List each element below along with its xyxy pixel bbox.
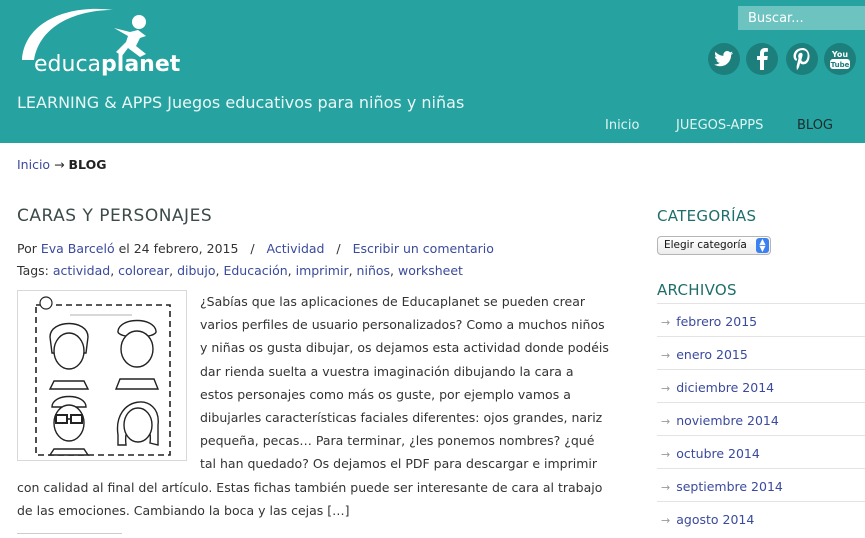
archive-item[interactable] [661,479,783,494]
archive-link[interactable]: enero 2015 [676,347,748,362]
archive-divider [657,369,865,370]
coloring-sheet-image [22,295,182,456]
archive-link[interactable]: septiembre 2014 [676,479,783,494]
tag-link[interactable]: niños [356,263,391,278]
archive-link[interactable]: octubre 2014 [676,446,760,461]
excerpt-line: ¿Sabías que las aplicaciones de Educaplanet se pueden crear [200,294,585,309]
tag-link[interactable]: colorear [118,263,170,278]
site-header [0,0,865,143]
nav-juegos-apps[interactable]: JUEGOS-APPS [676,118,764,133]
author-link[interactable]: Eva Barceló [40,241,115,256]
search-input[interactable] [738,6,865,30]
categories-title: CATEGORÍAS [657,207,757,225]
excerpt-line: pequeña, pecas… Para terminar, ¿les ponemos nombres? ¿qué [200,433,595,449]
tag-link[interactable]: actividad [52,263,111,278]
arrow-right-icon: → [661,382,671,395]
post-date: el 24 febrero, 2015 [118,241,239,256]
archive-item[interactable] [661,380,774,395]
nav-blog[interactable]: BLOG [797,118,834,133]
arrow-right-icon: → [661,316,671,329]
breadcrumb-current: BLOG [68,157,107,172]
post-thumbnail[interactable] [17,290,187,461]
excerpt-line: de las emociones. Cambiando la boca y las cejas […] [17,503,350,519]
post-excerpt-full [17,476,602,522]
arrow-right-icon: → [661,514,671,527]
archive-item[interactable] [661,413,779,428]
excerpt-line: estos personajes como más os guste, por ejemplo vamos a [200,386,571,402]
site-logo[interactable] [16,2,181,82]
logo-wordmark: educaplanet [34,52,181,77]
facebook-icon[interactable] [746,43,778,75]
archive-divider [657,336,865,337]
arrow-right-icon: → [661,448,671,461]
archive-divider [657,402,865,403]
meta-separator: / [336,241,341,256]
pinterest-icon[interactable] [786,43,818,75]
youtube-icon[interactable] [824,43,856,75]
excerpt-line: varios perfiles de usuario personalizados? Como a muchos niños [200,317,605,333]
excerpt-line: dar rienda suelta a vuestra imaginación dibujando la cara a [200,363,574,379]
archives-title: ARCHIVOS [657,281,737,299]
archive-link[interactable]: agosto 2014 [676,512,755,527]
excerpt-line: con calidad al final del artículo. Estas fichas también puede ser interesante de cara al trabajo [17,480,603,495]
breadcrumb-home-link[interactable]: Inicio [17,157,51,172]
archive-divider [657,435,865,436]
nav-inicio[interactable]: Inicio [605,118,640,133]
archive-item[interactable] [661,446,760,461]
archive-link[interactable]: febrero 2015 [676,314,758,329]
select-arrows-icon: ▲ ▼ [756,238,769,253]
archive-link[interactable]: diciembre 2014 [676,380,775,395]
category-select-value: Elegir categoría [664,239,747,251]
archive-divider [657,303,865,304]
excerpt-line: y niñas os gusta dibujar, os dejamos esta actividad donde podéis [200,340,609,356]
archive-item[interactable] [661,347,748,362]
category-link[interactable]: Actividad [266,241,325,256]
tags-label: Tags: [17,263,49,278]
arrow-right-icon: → [661,415,671,428]
archive-divider [657,501,865,502]
tag-link[interactable]: imprimir [295,263,349,278]
comment-link[interactable]: Escribir un comentario [352,241,494,256]
tag-link[interactable]: Educación [223,263,288,278]
archive-item[interactable] [661,314,757,329]
archive-link[interactable]: noviembre 2014 [676,413,779,428]
post-divider [17,533,122,534]
tag-link[interactable]: worksheet [397,263,463,278]
post-title[interactable]: CARAS Y PERSONAJES [17,206,213,226]
site-tagline: LEARNING & APPS Juegos educativos para niños y niñas [17,93,465,112]
post-excerpt-wrapped [200,290,609,476]
breadcrumb-separator: → [54,157,65,172]
svg-text:You: You [831,50,849,59]
excerpt-line: dibujarles características faciales diferentes: ojos grandes, nariz [200,410,603,426]
post-tags: Tags: actividad, colorear, dibujo, Educación, imprimir, niños, worksheet [17,263,463,278]
arrow-right-icon: → [661,481,671,494]
post-meta [17,241,494,256]
excerpt-line: tal han quedado? Os dejamos el PDF para descargar e imprimir [200,456,597,472]
archive-divider [657,468,865,469]
tag-link[interactable]: dibujo [177,263,216,278]
twitter-icon[interactable] [708,43,740,75]
category-select[interactable] [657,236,771,255]
meta-by-label: Por [17,241,37,256]
breadcrumb [17,157,106,172]
svg-text:Tube: Tube [830,61,850,69]
meta-separator: / [250,241,255,256]
archive-item[interactable] [661,512,754,527]
arrow-right-icon: → [661,349,671,362]
